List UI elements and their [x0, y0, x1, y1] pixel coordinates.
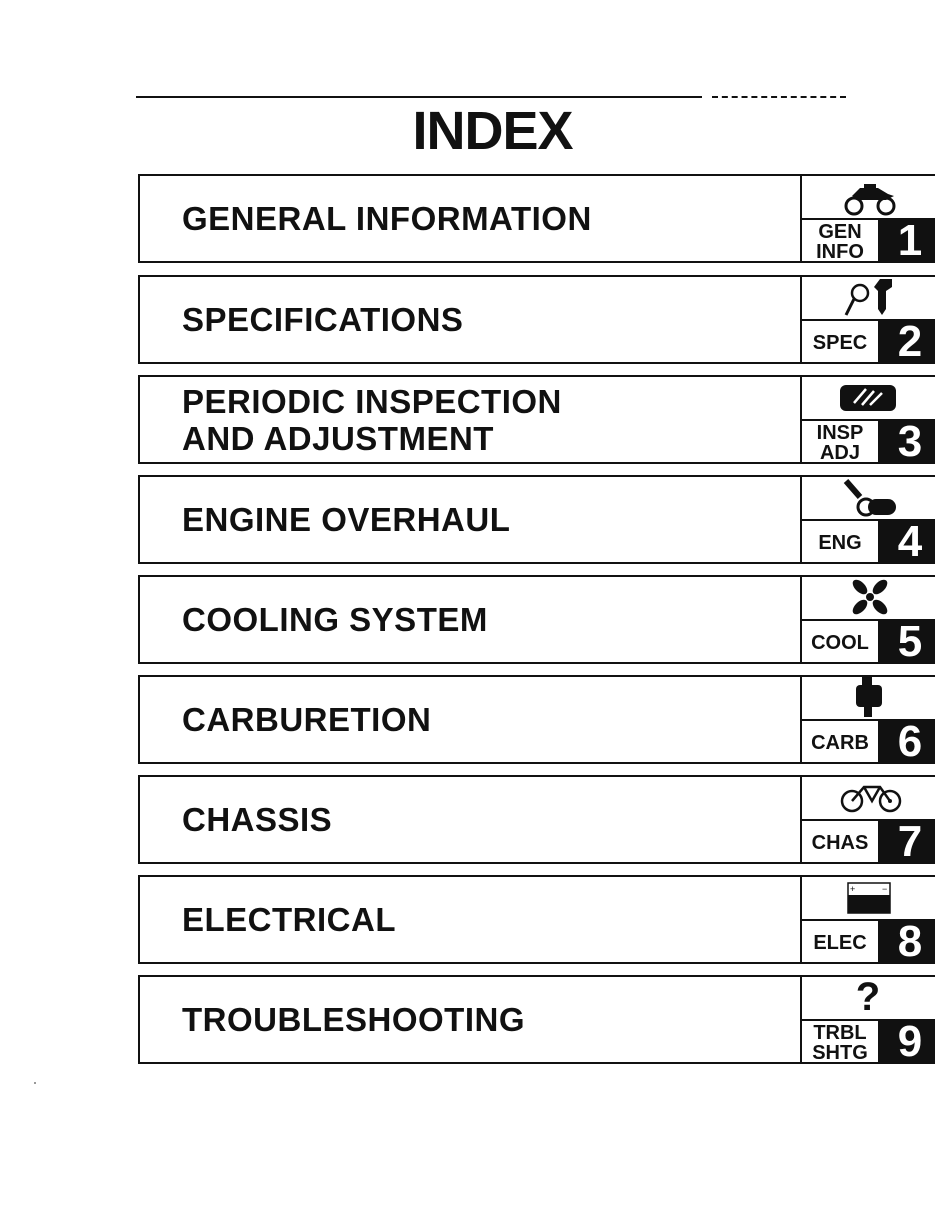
section-tab[interactable] [800, 275, 935, 364]
section-code: TRBL SHTG [802, 1019, 878, 1064]
section-chassis[interactable] [138, 775, 935, 864]
section-title: PERIODIC INSPECTION AND ADJUSTMENT [182, 382, 562, 457]
section-number: 9 [878, 1019, 935, 1064]
wrench-gauge-icon [802, 275, 935, 319]
section-tab[interactable] [800, 174, 935, 263]
section-code: COOL [802, 619, 878, 664]
question-mark-glyph: ? [855, 975, 881, 1019]
section-number: 4 [878, 519, 935, 564]
section-number: 8 [878, 919, 935, 964]
section-tab[interactable] [800, 475, 935, 564]
section-tab[interactable] [800, 775, 935, 864]
top-rule [136, 96, 702, 98]
hand-wrench-icon [802, 375, 935, 419]
section-title: ENGINE OVERHAUL [182, 500, 511, 538]
section-tab[interactable] [800, 875, 935, 964]
section-title: SPECIFICATIONS [182, 300, 464, 338]
section-title: COOLING SYSTEM [182, 600, 488, 638]
bicycle-icon [802, 775, 935, 819]
section-number: 7 [878, 819, 935, 864]
section-code: ENG [802, 519, 878, 564]
fan-icon [802, 575, 935, 619]
section-title: CARBURETION [182, 700, 432, 738]
page-title: INDEX [412, 101, 573, 161]
section-code: SPEC [802, 319, 878, 364]
section-general-information[interactable] [138, 174, 935, 263]
section-title: GENERAL INFORMATION [182, 199, 592, 237]
section-number: 6 [878, 719, 935, 764]
section-tab[interactable] [800, 575, 935, 664]
section-periodic-inspection[interactable] [138, 375, 935, 464]
section-code: INSP ADJ [802, 419, 878, 464]
battery-minus-label: − [882, 884, 888, 894]
section-specifications[interactable] [138, 275, 935, 364]
section-number: 2 [878, 319, 935, 364]
section-troubleshooting[interactable] [138, 975, 935, 1064]
section-title: ELECTRICAL [182, 900, 396, 938]
scan-speck [34, 1082, 36, 1084]
section-code: ELEC [802, 919, 878, 964]
battery-plus-label: + [850, 884, 856, 894]
section-title: CHASSIS [182, 800, 333, 838]
section-carburetion[interactable] [138, 675, 935, 764]
motorcycle-icon [802, 174, 935, 218]
question-mark-icon [802, 975, 935, 1019]
section-tab[interactable] [800, 975, 935, 1064]
section-cooling-system[interactable] [138, 575, 935, 664]
piston-icon [802, 475, 935, 519]
section-electrical[interactable] [138, 875, 935, 964]
battery-icon [802, 875, 935, 919]
section-number: 1 [878, 218, 935, 263]
section-tab[interactable] [800, 675, 935, 764]
section-code: CARB [802, 719, 878, 764]
top-rule-dashed [712, 96, 846, 98]
section-title: TROUBLESHOOTING [182, 1000, 525, 1038]
section-number: 3 [878, 419, 935, 464]
section-number: 5 [878, 619, 935, 664]
section-engine-overhaul[interactable] [138, 475, 935, 564]
section-code: CHAS [802, 819, 878, 864]
section-code: GEN INFO [802, 218, 878, 263]
section-tab[interactable] [800, 375, 935, 464]
carburetor-icon [802, 675, 935, 719]
